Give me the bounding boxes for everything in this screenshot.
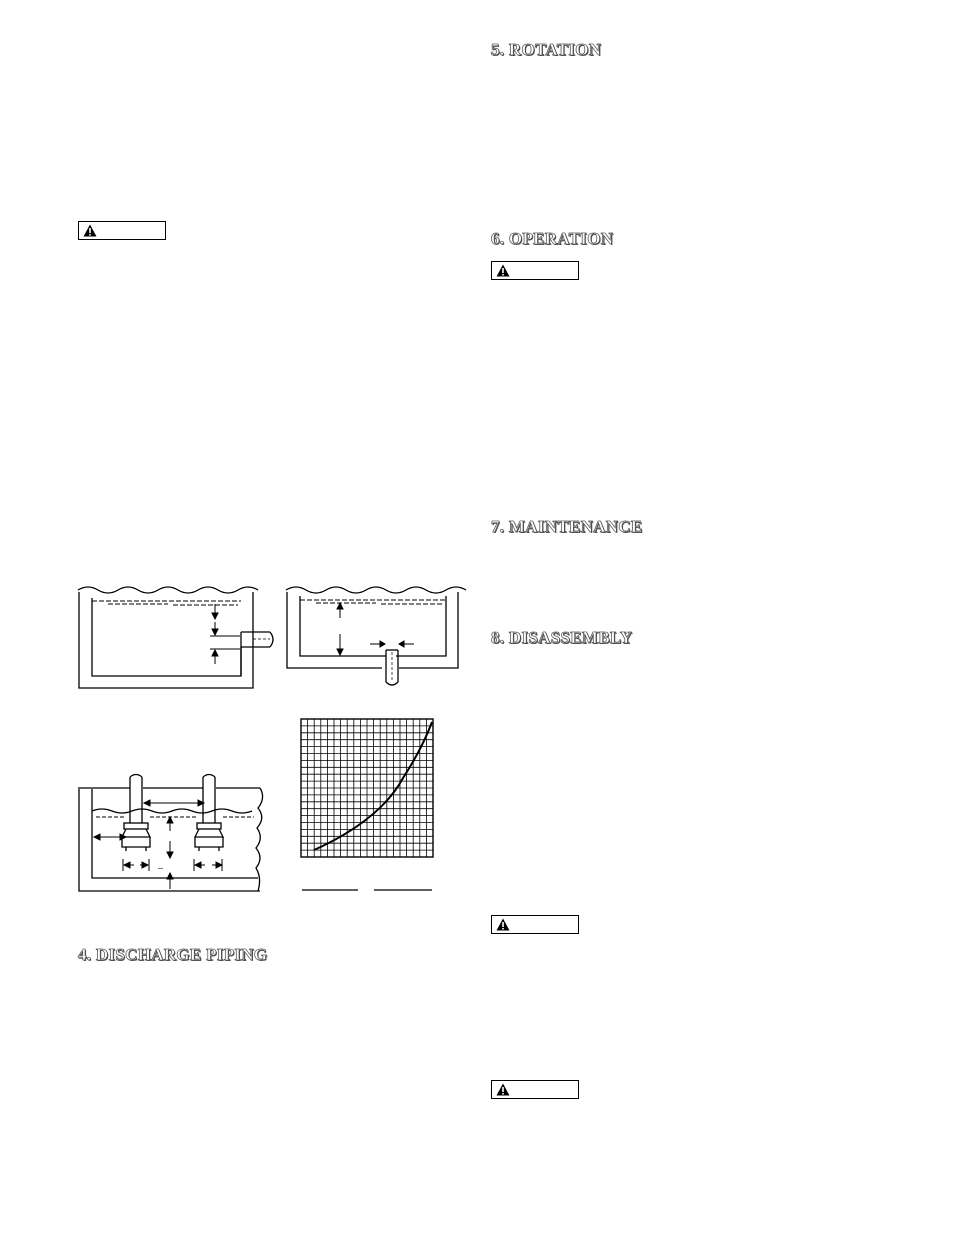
- warning-triangle-icon: [496, 264, 510, 277]
- heading-rotation: 5. ROTATION: [491, 40, 602, 59]
- tank-bottom-suction-figure: [286, 584, 462, 690]
- submergence-curve-graph: [300, 718, 436, 894]
- warning-label-box: [491, 915, 579, 934]
- warning-triangle-icon: [83, 224, 97, 237]
- warning-triangle-icon: [496, 918, 510, 931]
- heading-maintenance: 7. MAINTENANCE: [491, 517, 643, 536]
- warning-label-box: [78, 221, 166, 240]
- warning-label-box: [491, 1080, 579, 1099]
- tank-side-suction-figure: [78, 584, 278, 690]
- warning-label-box: [491, 261, 579, 280]
- warning-triangle-icon: [496, 1083, 510, 1096]
- heading-operation: 6. OPERATION: [491, 229, 614, 248]
- heading-discharge-piping: 4. DISCHARGE PIPING: [78, 945, 268, 964]
- two-pumps-in-sump-figure: [78, 775, 268, 893]
- heading-disassembly: 8. DISASSEMBLY: [491, 628, 633, 647]
- pump-gap-label: _: [158, 859, 163, 870]
